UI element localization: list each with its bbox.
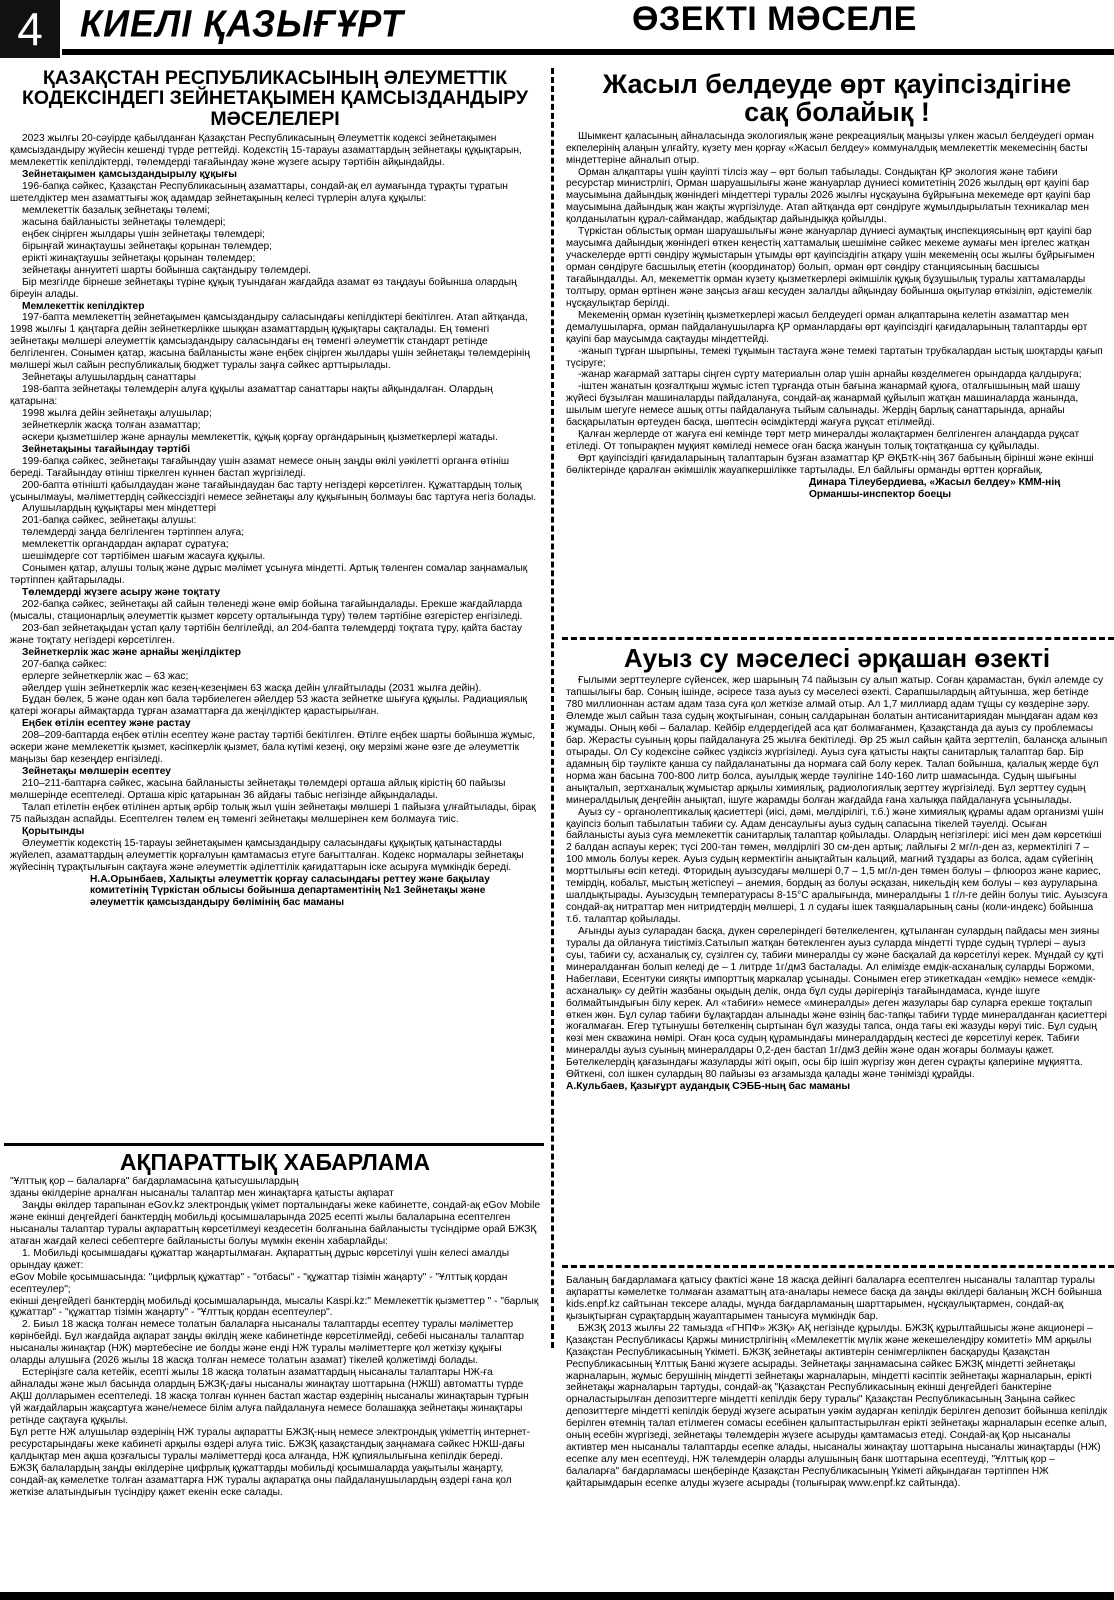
paragraph: Түркістан облыстық орман шаруашылығы және жануарлар дүниесі аумақтық инспекциясының өрт қауіпі бар маусымға дайындық жөніндегі өткен кеңестің хаттамалық шешіміне сәйкес мекеме аумағы мен іргелес жатқан учаскелерде өртті сөндіру жұмыстарын ұтымды өрт қауіпсіздігін атқару үшін мекеменің осы жылғы бұйрығымен орман сөндіруге басшылық ететін (координатор) болып, орман өрт сөндіру станциясының басшысы тағайындалды. Ал, мекеметтік орман күзету қызметкерлері әкімшілік құқық бұзушылық туралы хаттамаларды толтыру, орман өртінен және заңсыз ағаш кесуден залалды айқындау бойынша оқытулар өткізіліп, әдістемелік нұсқаулықтар берілді. <box>566 226 1095 309</box>
paragraph: Мекеменің орман күзетінің қызметкерлері жасыл белдеудегі орман алқаптарына келетін азаматтар мен демалушыларға, орман пайдаланушыларға ҚР орманлардағы өрт қауіпсіздігі қағидаларының талаптарды өрт қауіпі бар маусымда сақтауды міндеттейді. <box>566 309 1088 345</box>
paragraph: ерікті жинақтаушы зейнетақы қорынан төлемдер; <box>22 252 256 264</box>
article-pension-code <box>10 68 540 909</box>
paragraph: Қалған жерлерде от жағуға ені кемінде төрт метр минералды жолақтармен белгіленген алаңдарда рұқсат етіледі. От топырақпен мұқият көміледі немесе оған басқа жанұын толық тоқтатқанша су құйылады. <box>566 429 1080 453</box>
article-title: Ауыз су мәселесі әрқашан өзекті <box>623 643 1051 673</box>
paragraph: Өрт қауіпсіздігі қағидаларының талаптарын бұзған азаматтар ҚР ӘҚБтК-нің 367 бабының бірінші және екінші бөліктерінде қаралған әкімшілік жауапкершілікке тартылады. Ел байлығы орманды өрттен қорғайық. <box>566 453 1094 476</box>
section-separator <box>4 1143 544 1146</box>
paragraph: зейнетақы аннуитеті шарты бойынша сақтандыру төлемдері. <box>22 264 312 276</box>
paragraph: 1. Мобильді қосымшадағы құжаттар жаңартылмаған. Ақпараттың дұрыс көрсетілуі үшін келесі амалды орындау қажет: <box>10 1247 510 1271</box>
paragraph: 210–211-баптарға сәйкес, жасына байланысты зейнетақы төлемдері орташа айлық кірістің 60 пайызы мөлшерінде есептеледі. Орташа кіріс қатарынан 36 айдағы табыс негізінде айқындалады. <box>10 778 506 801</box>
paragraph: eGov Mobile қосымшасында: "цифрлық құжаттар" - "отбасы" - "құжаттар тізімін жаңарту" - "Ұлттық қордан есептеулер"; <box>10 1271 508 1295</box>
paragraph: 1998 жылға дейін зейнетақы алушылар; <box>22 407 212 419</box>
paragraph: "Ұлттық қор – балаларға" бағдарламасына қатысушылардың <box>10 1176 299 1188</box>
paragraph: -жанар жағармай заттары сіңген сүрту материалын олар үшін арнайы көзделмеген орындарда қалдыруға; <box>578 369 1082 381</box>
paragraph: Баланың бағдарламаға қатысу фактісі және 18 жасқа дейінгі балаларға есептелген нысаналы талаптар туралы ақпаратты кәмелетке толмаған азаматтың ата-аналары немесе басқа да заңды өкілдері баланың ЖСН бойынша kids.enpf.kz сайтынан тексере алады, мұнда бағдарламаның шарттарымен, нұсқаулықтармен, сондай-ақ қызықтырған сұрақтардың жауаптарымен танысуға мүмкіндік бар. <box>566 1275 1102 1322</box>
paragraph: 199-бапқа сәйкес, зейнетақы тағайындау үшін азамат немесе оның заңды өкілі уәкілетті органға өтініш береді. Тағайындау өтініш тіркелген күннен бастап жүргізіледі. <box>10 455 510 479</box>
paragraph: Зейнетақымен қамсыздандырылу құқығы <box>22 169 237 181</box>
paragraph: Алушылардың құқықтары мен міндеттері <box>22 503 217 515</box>
paragraph: төлемдерді заңда белгіленген тәртіппен алуға; <box>22 527 245 539</box>
paragraph: Талап етілетін еңбек өтілінен артық әрбір толық жыл үшін зейнетақы мөлшері 1 пайызға ұлғайтылады, бірақ 75 пайыздан аспайды. Есептелген төлем ең төменгі зейнетақы мөлшерінен кем болмауға тиіс. <box>10 801 536 825</box>
paragraph: 201-бапқа сәйкес, зейнетақы алушы: <box>22 515 197 527</box>
paragraph: Шымкент қаласының айналасында экологиялық және рекреациялық маңызы үлкен жасыл белдеудегі орман екпелерінің алаңын ұлғайту, күзету мен қорғау «Жасыл белдеу» коммуналдық мемлекеттік мекемесінің басты міндеттеріне айналып отыр. <box>566 130 1094 166</box>
article-title: ҚАЗАҚСТАН РЕСПУБЛИКАСЫНЫҢ ӘЛЕУМЕТТІК КОДЕКСІНДЕГІ ЗЕЙНЕТАҚЫМЕН ҚАМСЫЗДАНДЫРУ МӘСЕЛЕЛЕРІ <box>21 67 529 130</box>
paragraph: Мемлекеттік кепілдіктер <box>22 300 145 312</box>
section-separator <box>562 637 1114 640</box>
paragraph: зданы өкілдеріне арналған нысаналы талаптар мен жинақтарға қатысты ақпарат <box>10 1188 394 1200</box>
paragraph: 196-бапқа сәйкес, Қазақстан Республикасының азаматтары, сондай-ақ ел аумағында тұрақты тұратын шетелдіктер мен азаматтығы жоқ адамдар зейнетақының келесі түрлерін алуға құқылы: <box>10 181 508 205</box>
article-signature: Динара Тілеубердиева, «Жасыл белдеу» КММ-нің Орманшы-инспектор боецы <box>809 476 1061 500</box>
paragraph: бірыңғай жинақтаушы зейнетақы қорынан төлемдер; <box>22 240 272 252</box>
paragraph: Сонымен қатар, алушы толық және дұрыс мәлімет ұсынуға міндетті. Артық төленген сомалар заңнамалық тәртіппен қайтарылады. <box>10 563 528 587</box>
paragraph: Зейнетақыны тағайындау тәртібі <box>22 443 191 455</box>
paragraph: БЖЗҚ 2013 жылғы 22 тамызда «ГНПФ» ЖЗҚ» АҚ негізінде құрылды. БЖЗҚ құрылтайшысы және акционері – Қазақстан Республикасы Қаржы министрлігінің «Мемлекеттік мүлік және жекешелендіру комитеті» ММ арқылы Қазақстан Республикасының Үкіметі. БЖЗҚ зейнетақы активтерін сенімгерлікпен басқаруды Қазақстан Республикасының Ұлттық Банкі жүзеге асырады. Зейнетақы заңнамасына сәйкес БЖЗҚ міндетті зейнетақы жарналарын, жұмыс берушінің міндетті зейнетақы жарналарын, міндетті кәсіптік зейнетақы жарналарын, ерікті зейнетақы жарналарын тартуды, сондай-ақ "Қазақстан Республикасының екінші деңгейдегі банктеріне орналастырылған депозиттерге міндетті кепілдік беру туралы" Қазақстан Республикасының Заңына сәйкес депозиттерге міндетті кепілдік беруді жүзеге асыратын уәкім аударған кепілдік берілген депозит бойынша кепілдік берілген өтемнің талап етілмеген сомасы есебінен қалыптастырылған ерікті зейнетақы жарналарын есепке алып, оның есебін жүргізеді, зейнетақы төлемдерін жүзеге асыруды қамтамасыз етеді. Сондай-ақ Қор нысаналы активтер мен нысаналы талаптарды есепке алады, нысаналы жинақтау шоттарына нысаналы жинақтарды (НЖ) есепке алу мен есептеуді, НЖ төлемдерін оларды алушының банк шоттарына есептеуді, "Ұлттық қор – балаларға" бағдарламасы шеңберінде Қазақстан Республикасының Үкіметі айқындаған тәртіппен НЖ қайтарымдарын есепке алуды жүзеге асырады (толығырақ www.enpf.kz сайтында). <box>566 1322 1108 1489</box>
article-info-notice-continued <box>566 1275 1108 1490</box>
paragraph: еңбек сіңірген жылдары үшін зейнетақы төлемдері; <box>22 228 265 240</box>
section-rubric: ӨЗЕКТІ МӘСЕЛЕ <box>632 0 917 38</box>
paragraph: шешімдерге сот тәртібімен шағым жасауға құқылы. <box>22 551 266 563</box>
newspaper-name: КИЕЛІ ҚАЗЫҒҰРТ <box>80 1 404 45</box>
masthead-rule <box>62 49 1114 55</box>
article-body <box>566 675 1108 1081</box>
paragraph: Төлемдерді жүзеге асыру және тоқтату <box>22 587 221 599</box>
paragraph: 2. Биыл 18 жасқа толған немесе толатын балаларға нысаналы талаптарды есептеу туралы мәліметтер көрінбейді. Бұл жағдайда ақпарат заңды өкілдің жеке кабинетінде көрсетілмейді, себебі нысаналы талаптар нысаналы жинақтар (НЖ) мәртебесіне ие болды және енді НЖ туралы мәліметтерге қол жеткізу құқығы оларды алушыға (2026 жылы 18 жасқа толған немесе толатын азамат) тікелей қолжетімді болады. <box>10 1319 524 1367</box>
article-body <box>10 133 540 873</box>
article-signature: А.Кульбаев, Қазығұрт аудандық СЭББ-ның бас маманы <box>566 1081 851 1093</box>
paragraph: 198-бапта зейнетақы төлемдерін алуға құқылы азаматтар санаттары нақты айқындалған. Олардың қатарына: <box>10 384 493 408</box>
column-divider <box>551 68 554 1348</box>
paragraph: БЖЗҚ балалардың заңды өкілдеріне цифрлық құжаттарды мобильді қосымшаларда уақытылы жаңарту, сондай-ақ кәмелетке толған азаматтарға НЖ туралы ақпаратқа оны пайдаланушылардың өздері ғана қол жеткізе алатындығын түсіндіру қажет екенін еске салады. <box>10 1462 512 1498</box>
paragraph: Бір мезгілде бірнеше зейнетақы түріне құқық туындаған жағдайда азамат өз таңдауы бойынша олардың біреуін алады. <box>10 276 517 300</box>
paragraph: ерлерге зейнеткерлік жас – 63 жас; <box>22 670 189 682</box>
paragraph: Әлеуметтік кодекстің 15-тарауы зейнетақымен қамсыздандыру саласындағы құқықтық қатынастарды жүйелеп, азаматтардың әлеуметтік қорғалуын қамтамасыз етуге бағытталған. Кодекс нормалары зейнетақы жүйесінің тұрақтылығын сақтауға және әлеуметтік әділеттілік қағидаттарын іске асыруға мүмкіндік береді. <box>10 837 524 873</box>
article-info-notice <box>10 1150 540 1498</box>
paragraph: 2023 жылғы 20-сәуірде қабылданған Қазақстан Республикасының Әлеуметтік кодексі зейнетақымен қамсыздандыру жүйесін кешенді түрде реттейді. Кодекстің 15-тарауы азаматтардың зейнетақы құқықтарын, мемлекеттік кепілдіктерді, төлемдерді тағайындау және жүзеге асыру тәртібін айқындайды. <box>10 133 522 169</box>
paragraph: Ауыз су - органолептикалық қасиеттері (иісі, дәмі, мөлдірілігі, т.б.) және химиялық құрамы адам организмі үшін қауіпсіз болып табылатын табиғи су. Адам денсаулығы ауыз судың сапасына тікелей тәуелді. Осыған байланысты ауыз суға мемлекеттік санитарлық талаптар қойылады. Олардың негізгілері: иісі мен дәм көрсеткіші 2 балдан аспауы керек; түсі 200-тан төмен, мөлдірлігі 30 см-ден артық; лайлығы 2 мг/л-ден аз, кермектілігі 7 – 100 ммоль болуы керек. Ауыз судың кермектігін анықтайтын кальций, магний тұздары аз болса, адам сүйегінің морттылығы өсіп кетеді. Фторидың ауызсудағы мөлшері 0,7 – 1,5 мг/л-ден төмен болуы – флюороз және кариес, темірдің, кобальт, мыстың жетіспеуі – анемия, бордың аз болуы әсқазан, никельдің кем болуы – көз ауруларына шалдықтырады. Ауызсудың температурасы 8-15°С аралығында, минералдығы 1 г/л-ге дейін болуы тиіс. Ауызсуға сондай-ақ нитраттар мен нитридтердің мөлшері, 1 л судағы ішек таяқшаларының саны (коли-индекс) бойынша т.б. талаптар қойылады. <box>566 806 1108 926</box>
paragraph: 208–209-баптарда еңбек өтілін есептеу және растау тәртібі бекітілген. Өтілге еңбек шарты бойынша жұмыс, әскери және мемлекеттік қызмет, кәсіпкерлік қызмет, бала күтімі кезеңі, оқу мерзімі және өзге де әлеуметтік маңызы бар кезеңдер енгізіледі. <box>10 730 536 766</box>
paragraph: Бұл ретте НЖ алушылар өздерінің НЖ туралы ақпаратты БЖЗҚ-ның немесе электрондық үкіметтің интернет-ресурстарындағы жеке кабинеті арқылы өздері алуға тиіс. БЖЗҚ қазақстандық заңнамаға сәйкес НЖШ-дағы қалдықтар мен ақша қозғалысы туралы мәліметтерді қоса алғанда, НЖ құпиялылығына кепілдік береді. <box>10 1426 530 1462</box>
paragraph: Естеріңізге сала кетейік, есепті жылы 18 жасқа толатын азаматтардың нысаналы талаптары НЖ-ға айналады және жыл басында олардың БЖЗҚ-дағы нысаналы жинақтау шоттарына (НЖШ) автоматты түрде АҚШ долларымен есептеледі. 18 жасқа толған күннен бастап жастар өздерінің нысаналы жинақтарын тұрғын үй жағдайларын жақсартуға және/немесе білім алуға пайдалануға немесе болашаққа зейнетақы жинақтары ретінде сақтауға құқылы. <box>10 1367 529 1426</box>
article-drinking-water <box>566 645 1108 1093</box>
paragraph: 207-бапқа сәйкес: <box>22 658 107 670</box>
paragraph: әскери қызметшілер және арнаулы мемлекеттік, құқық қорғау органдарының қызметкерлері жатады. <box>22 431 498 443</box>
article-title: АҚПАРАТТЫҚ ХАБАРЛАМА <box>119 1149 431 1175</box>
paragraph: мемлекеттік базалық зейнетақы төлемі; <box>22 205 210 217</box>
paragraph: 197-бапта мемлекеттің зейнетақымен қамсыздандыру саласындағы кепілдіктері бекітілген. Атап айтқанда, 1998 жылғы 1 қаңтарға дейін зейнеткерлікке шыққан азаматтардың құқықтары сақталады. Ең төменгі зейнетақы мөлшері әлеуметтік қамсыздандыру саласындағы ең төменгі әлеуметтік стандарт ретінде белгіленген. Сонымен қатар, жасына байланысты және еңбек сіңірген жылдары үшін зейнетақы төлемдерінің мөлшері жыл сайын республикалық бюджет туралы заңға сәйкес арттырылады. <box>10 312 530 372</box>
paragraph: Зейнетақы мөлшерін есептеу <box>22 766 171 778</box>
paragraph: Ағынды ауыз суларадан басқа, дүкен сөрелеріндегі бөтелкеленген, құтыланған сулардың пайдасы мен зияны туралы да ойлануға тиістіміз.Сатылып жатқан бөтекленген ауыз суларда міндетті түрде судың түрлері – ауыз суы, табиғи су, асханалық су, сүзілген су, табиғи минералды су және басқалай да көрсетілуі керек. Мұндай су құті минералданған болып келеді де – 1 литрде 1г/дм3 басталады. Ал елімізде емдік-асханалық суларды Боржоми, Набеглави, Есентуки сияқты импорттық маркалар ұсынады. Сонымен егер этикеткадан «емдік» немесе «емдік-асханалық» су дейтін жазбаны оқыдың делік, онда бұл суды дәрігеріңіз тағайындамаса, күнде ішуге болмайтындығын білу керек. Ал «табиғи» немесе «минералды» деген жазулары бар суларға ерекше тоқталып өткен жөн. Бұл сулар табиғи бұлақтардан алынады және өзінің бас-тапқы табиғи түрде минералданған қасиеттері жоғалмаған. Егер тұтынушы бөтелкенің сыртынан бұл жазуды тапса, онда тағы екі жазуды көруі тиіс. Бұл судың көзі мен скважина нөмірі. Оған қоса судың құрамындағы минералдардың кестесі де көрсетілуі керек. Табиғи минералды ауыз суының минералдары 0,2-ден бастап 1г/дм3 дейін және одан жоғары болмауы қажет. Бөтелкелердің қағазындағы жазуларды жіті оқып, осы бір ішіп жүргізу жөн деген сұрақты қапериіне мұқиятта. Өйткені, сол ішкен сулардың 80 пайызы өз ағзамызда қалады және тәнімізді құрайды. <box>566 925 1108 1081</box>
paragraph: Зейнетақы алушылардың санаттары <box>22 372 196 384</box>
paragraph: 203-бап зейнетақыдан ұстап қалу тәртібін белгілейді, ал 204-бапта төлемдерді тоқтата тұру, қайта бастау және тоқтату негіздері көрсетілген. <box>10 622 522 646</box>
paragraph: жасына байланысты зейнетақы төлемдері; <box>22 216 226 228</box>
paragraph: Қорытынды <box>22 825 85 837</box>
paragraph: Зейнеткерлік жас және арнайы жеңілдіктер <box>22 646 241 658</box>
paragraph: Ғылыми зерттеулерге сүйенсек, жер шарының 74 пайызын су алып жатыр. Соған қарамастан, бүкіл әлемде су тапшылығы бар. Соның ішінде, әсіресе таза ауыз су мәселесі өзекті. Сарапшылардың айтуынша, жер бетінде 780 миллионнан астам адам таза суға қол жеткізе алмай отыр. Ал 1,7 миллиард адам тұщы су көздеріне зәру. Әлемде жыл сайын таза судың жоқтығынан, соның салдарынан болатын антисанитариядан мыңдаған адам көз жұмады. Оның көбі – балалар. Кейбір елдердегідей аса қат болмағанмен, Қазақстанда да ауыз су проблемасы бар. Жерасты суының қоры пайдалануға 25 жылға бекітіледі. Әр 25 жыл сайын қайта зерттеліп, балансқа алынып отырады. Ол Су кодексіне сәйкес үздіксіз жүргізіледі. Ауыз суға қатысты нақты санитарлық талаптар бар. Бір адамның бір тәулікте қанша су пайдаланатыны да нормаға сай болу керек. Талап бойынша, қалалық жерде бұл норма жан басына 700-800 литр болса, ауылдық жерде тәулігіне 140-160 литр шамасында. Судың шығыны анықталып, зертханалық жұмыстар арқылы химиялық, радиологиялық зерттеу жүргізіледі. Бұл зерттеу судың минералдылық деңгейін анықтап, ішуге жарамды болған жағдайда ғана халыққа пайдалануға ұсынылады. <box>566 675 1108 806</box>
article-body <box>566 131 1108 477</box>
paragraph: зейнеткерлік жасқа толған азаматтар; <box>22 419 201 431</box>
article-body <box>566 1275 1108 1490</box>
paragraph: екінші деңгейдегі банктердің мобильді қосымшаларында, мысалы Kaspi.kz:" Мемлекеттік қызметтер " - "барлық құжаттар" - "құжаттар тізімін жаңарту" - "Ұлттық қордан есептеулер". <box>10 1295 539 1319</box>
footer-bar <box>0 1592 1114 1600</box>
article-signature: Н.А.Орынбаев, Халықты әлеуметтік қорғау саласындағы реттеу және бақылау комитетінің Түркістан облысы бойынша департаментінің №1 Зейнетақы және әлеуметтік қамсыздандыру бөлімінің бас маманы <box>90 873 490 909</box>
paragraph: -жанып тұрған шырпыны, темекі тұқымын тастауға және темекі тартатын трубкалардан ыстық шоқтарды қағып түсіруге; <box>566 345 1103 369</box>
paragraph: Заңды өкілдер тарапынан eGov.kz электрондық үкімет порталындағы жеке кабинетте, сондай-ақ eGov Mobile және екінші деңгейдегі банктердің мобильді қосымшаларында 2025 есепті жылы балаларына есептелген нысаналы талаптар туралы ақпараттың көрсетілмеуі кездесетін болғанына байланысты түсіндірме орай БЖЗҚ атаған жағдай келесі себептерге байланысты болуы мүмкін екенін хабарлайды: <box>10 1200 540 1247</box>
paragraph: Еңбек өтілін есептеу және растау <box>22 718 191 730</box>
paragraph: Орман алқаптары үшін қауіпті тілсіз жау – өрт болып табылады. Сондықтан ҚР экология және табиғи ресурстар министрлігі, Орман шаруашылығы және жануарлар дүниесі комитетінің 2026 жылдың өрт қауіпі бар маусымына дайындық жөніндегі міндеттері туралы 2026 жылғы нұсқауына бұйрығына мекемеде өрт қауіпі бар маусымына дайындық жан жақты жүргізілуде. Атап айтқанда өрт сөндіруге жұмылдырылатын техникалар мен қолданылатын құрал-саймандар, жабдықтар дайындыққа қойылды. <box>566 166 1091 226</box>
section-separator <box>562 1265 1114 1268</box>
paragraph: мемлекеттік органдардан ақпарат сұратуға; <box>22 539 229 551</box>
paragraph: 202-бапқа сәйкес, зейнетақы ай сайын төленеді және өмір бойына тағайындалады. Ерекше жағдайларда (мысалы, стационарлық әлеуметтік қызмет көрсету орталығында тұру) төлем тәртібіне өзгерістер енгізіледі. <box>10 598 523 622</box>
paragraph: Бұдан бөлек, 5 және одан көп бала тәрбиелеген әйелдер 53 жаста зейнетке шығуға құқылы. Радиациялық қатері жоғары аймақтарда тұрған азаматтарға да жеңілдіктер қарастырылған. <box>10 694 528 718</box>
article-title: Жасыл белдеуде өрт қауіпсіздігіне сақ болайық ! <box>602 69 1072 128</box>
paragraph: 200-бапта өтінішті қабылдаудан және тағайындаудан бас тарту негіздері көрсетілген. Құжаттардың толық ұсынылмауы, мәліметтердің сәйкессіздігі немесе зейнетақы алу құқығының болмауы бас тартуға негіз болады. <box>10 479 537 503</box>
paragraph: әйелдер үшін зейнеткерлік жас кезең-кезеңімен 63 жасқа дейін ұлғайтылады (2031 жылға дейін). <box>22 682 482 694</box>
page-number: 4 <box>0 0 60 58</box>
article-fire-safety <box>566 70 1108 501</box>
article-body <box>10 1176 540 1498</box>
paragraph: -іштен жанатын қозғалтқыш жұмыс істеп тұрғанда отын бағына жанармай құюға, оталғышының май шашу жүйесі бұзылған машиналарды пайдалануға, сондай-ақ жанармай құйылып жатқан машиналарда жанында, шылым шегуге немесе ашық отты пайдалануға тыйым салынады. Жердің барлық санаттарында, арнайы басқарылатын өртеуден басқа, шөптесін өсімдіктерді жағуға рұқсат етілмейді. <box>566 381 1080 429</box>
